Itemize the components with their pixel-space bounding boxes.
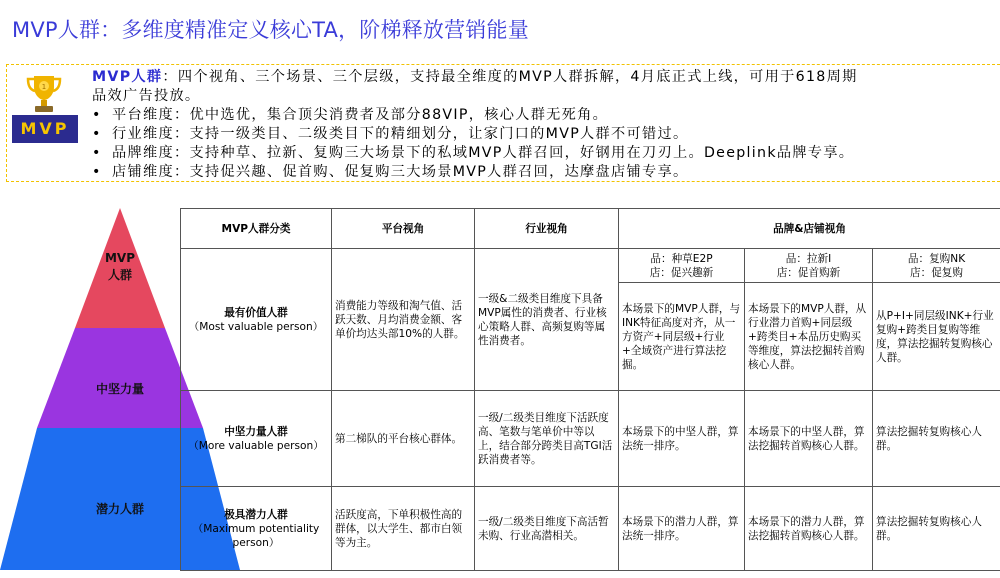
cell-platform: 活跃度高，下单积极性高的群体，以大学生、都市白领等为主。 — [332, 487, 475, 571]
header-brand-store: 品牌&店铺视角 — [619, 209, 1000, 249]
cell-brand-c3: 从P+I+同层级INK+行业复购+跨类目复购等维度，算法挖掘转复购核心人群。 — [873, 283, 1000, 391]
bullet-item: • 平台维度：优中选优，集合顶尖消费者及部分88VIP，核心人群无死角。 — [92, 107, 609, 123]
pyramid-label-mvp: MVP 人群 — [104, 251, 136, 282]
bullet-item: • 行业维度：支持一级类目、二级类目下的精细划分，让家门口的MVP人群不可错过。 — [92, 126, 689, 142]
cell-industry: 一级/二级类目维度下高活暂未购、行业高潜相关。 — [475, 487, 619, 571]
intro-line-1 — [92, 68, 1000, 87]
table-header-row — [181, 209, 1000, 249]
cell-brand-c2: 本场景下的潜力人群，算法挖掘转首购核心人群。 — [745, 487, 873, 571]
cell-brand-c2: 本场景下的中坚人群，算法挖掘转首购核心人群。 — [745, 391, 873, 487]
header-platform: 平台视角 — [332, 209, 475, 249]
mvp-table — [180, 208, 1000, 571]
cell-platform: 第二梯队的平台核心群体。 — [332, 391, 475, 487]
cell-industry: 一级&二级类目维度下具备MVP属性的消费者、行业核心策略人群、高频复购等属性消费者。 — [475, 249, 619, 391]
intro-line-2: 品效广告投放。 — [92, 88, 201, 104]
cell-brand-c1: 本场景下的MVP人群，与INK特征高度对齐，从一方资产+同层级+行业+全域资产进行算法挖掘。 — [619, 283, 745, 391]
pyramid-level-core — [37, 328, 203, 428]
intro-highlight: MVP人群 — [92, 69, 163, 85]
cell-brand-c1: 本场景下的潜力人群，算法统一排序。 — [619, 487, 745, 571]
bullet-item: • 店铺维度：支持促兴趣、促首购、促复购三大场景MVP人群召回，达摩盘店铺专享。 — [92, 164, 689, 180]
intro-line1-text: ：四个视角、三个场景、三个层级，支持最全维度的MVP人群拆解，4月底正式上线，可用于618周期 — [162, 69, 858, 85]
cell-brand-c2: 本场景下的MVP人群，从行业潜力首购+同层级+跨类目+本品历史购买等维度，算法挖掘转首购核心人群。 — [745, 283, 873, 391]
row-name-most-valuable: 最有价值人群 （Most valuable person） — [181, 249, 332, 391]
trophy-icon — [26, 73, 62, 117]
page-title: MVP人群：多维度精准定义核心TA，阶梯释放营销能量 — [12, 18, 529, 42]
row-name-core: 中坚力量人群 （More valuable person） — [181, 391, 332, 487]
cell-brand-c3: 算法挖掘转复购核心人群。 — [873, 391, 1000, 487]
table-subheader-row — [181, 249, 1000, 283]
cell-brand-c3: 算法挖掘转复购核心人群。 — [873, 487, 1000, 571]
intro-text — [92, 68, 1000, 182]
header-industry: 行业视角 — [475, 209, 619, 249]
table-row — [181, 391, 1000, 487]
subheader-cell: 品：种草E2P 店：促兴趣新 — [619, 249, 745, 283]
subheader-cell: 品：复购NK 店：促复购 — [873, 249, 1000, 283]
bullet-item: • 品牌维度：支持种草、拉新、复购三大场景下的私域MVP人群召回，好钢用在刀刃上。Deeplink品牌专享。 — [92, 145, 855, 161]
svg-text:1: 1 — [41, 83, 47, 91]
header-category: MVP人群分类 — [181, 209, 332, 249]
pyramid-label-core: 中坚力量 — [95, 382, 144, 396]
subheader-cell: 品：拉新I 店：促首购新 — [745, 249, 873, 283]
pyramid-label-potential: 潜力人群 — [95, 502, 144, 516]
row-name-potential: 极具潜力人群 （Maximum potentiality person） — [181, 487, 332, 571]
cell-brand-c1: 本场景下的中坚人群，算法统一排序。 — [619, 391, 745, 487]
cell-platform: 消费能力等级和淘气值、活跃天数、月均消费金额、客单价均达头部10%的人群。 — [332, 249, 475, 391]
badge-label: MVP — [12, 115, 78, 143]
cell-industry: 一级/二级类目维度下活跃度高、笔数与笔单价中等以上，结合部分跨类目高TGI活跃消费者等。 — [475, 391, 619, 487]
table-row — [181, 487, 1000, 571]
